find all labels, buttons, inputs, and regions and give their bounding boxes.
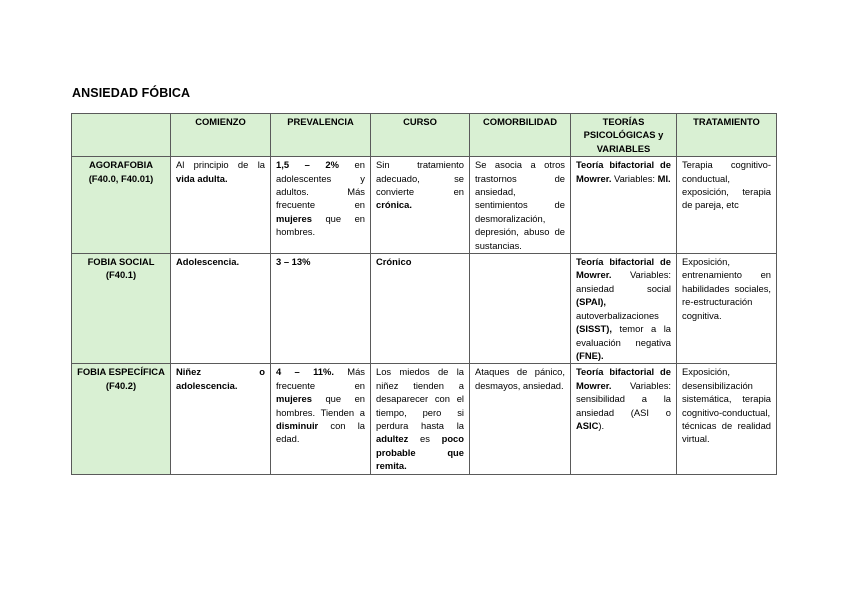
cell-text: Teoría bifactorial de Mowrer. [576,159,671,184]
cell-text: Terapia cognitivo-conductual, exposición, terapia de pareja, etc [682,159,771,211]
phobic-anxiety-table [71,113,777,475]
cell-prevalencia [271,364,371,474]
header-tratamiento: TRATAMIENTO [677,114,777,157]
header-prevalencia: PREVALENCIA [271,114,371,157]
cell-tratamiento [677,364,777,474]
cell-text: Variables: sensibilidad a la ansiedad (ASI o [576,379,671,418]
cell-text: (SISST), [576,323,612,335]
cell-text: disminuir [276,419,319,431]
cell-text: 1,5 – 2% [276,159,339,171]
header-comienzo: COMIENZO [171,114,271,157]
cell-text: que en hombres. [276,212,365,238]
cell-teorias [571,157,677,254]
cell-text: crónica. [376,199,412,211]
cell-text: poco probable que remita. [376,433,464,472]
cell-text: Al principio de la [176,159,265,171]
header-teorias: TEORÍAS PSICOLÓGICAS y VARIABLES [571,114,677,157]
document-title: ANSIEDAD FÓBICA [72,86,191,100]
cell-text: temor a la evaluación negativa [576,323,671,348]
cell-text: ). [598,419,605,431]
cell-comorbilidad [470,157,571,254]
cell-tratamiento [677,254,777,364]
cell-text: Más frecuente en [276,366,365,391]
cell-text: Exposición, desensibilización sistemática, terapia cognitivo-conductual, técnicas de realidad virtual. [682,366,771,445]
cell-text: Exposición, entrenamiento en habilidades sociales, re-estructuración cognitiva. [682,256,771,321]
cell-text: 4 – 11%. [276,366,334,378]
cell-teorias [571,254,677,364]
cell-text: Niñez o adolescencia. [176,366,265,391]
cell-text: autoverbalizaciones [576,309,659,321]
cell-comienzo [171,254,271,364]
cell-text: 3 – 13% [276,256,311,268]
cell-text: Crónico [376,256,412,268]
cell-text: vida adulta. [176,172,228,184]
cell-text: Ataques de pánico, desmayos, ansiedad. [475,366,565,391]
cell-tratamiento [677,157,777,254]
cell-prevalencia [271,157,371,254]
cell-curso [371,254,470,364]
cell-comorbilidad [470,254,571,364]
row-label: AGORAFOBIA (F40.0, F40.01) [72,157,171,254]
header-comorbilidad: COMORBILIDAD [470,114,571,157]
cell-text: Variables: ansiedad social [576,269,671,294]
cell-curso [371,364,470,474]
cell-comorbilidad [470,364,571,474]
cell-text: Variables: [611,172,658,184]
cell-text: es [408,433,442,445]
cell-text: ASIC [576,419,599,431]
header-empty [72,114,171,157]
cell-text: en adolescentes y adultos. Más frecuente en [276,159,365,211]
cell-text: con la edad. [276,419,365,445]
row-label: FOBIA SOCIAL (F40.1) [72,254,171,364]
cell-text: (FNE). [576,349,604,361]
header-row [72,114,777,157]
cell-text: MI. [657,172,671,184]
cell-curso [371,157,470,254]
row-label: FOBIA ESPECÍFICA (F40.2) [72,364,171,474]
cell-comienzo [171,157,271,254]
cell-text: Adolescencia. [176,256,240,268]
cell-text: Teoría bifactorial de Mowrer. [576,366,671,391]
cell-prevalencia [271,254,371,364]
cell-comienzo [171,364,271,474]
cell-text: (SPAI), [576,296,607,308]
cell-teorias [571,364,677,474]
table-row [72,254,777,364]
cell-text: mujeres [276,393,312,405]
cell-text: Sin tratamiento adecuado, se convierte en [376,159,464,198]
cell-text: adultez [376,433,409,445]
header-curso: CURSO [371,114,470,157]
cell-text: Se asocia a otros trastornos de ansiedad, sentimientos de desmoralización, depresión, abuso de sustancias. [475,159,565,251]
cell-text: Teoría bifactorial de Mowrer. [576,256,671,281]
cell-text: Los miedos de la niñez tienden a desaparecer con el tiempo, pero si perdura hasta la [376,366,464,431]
table-row [72,364,777,474]
cell-text: que en hombres. Tienden a [276,393,365,418]
cell-text: mujeres [276,212,312,224]
table-row [72,157,777,254]
